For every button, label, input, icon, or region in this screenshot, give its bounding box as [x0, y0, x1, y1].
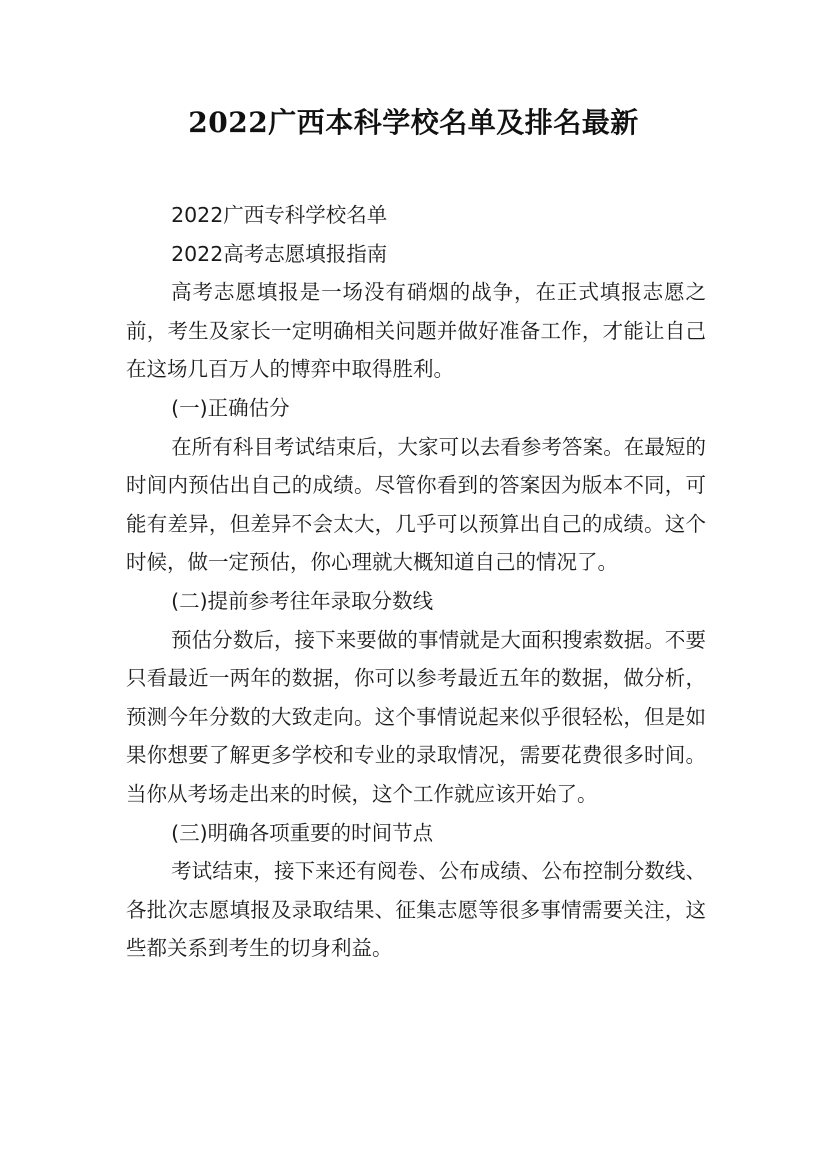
paragraph-subtitle-guide: 2022高考志愿填报指南: [171, 241, 388, 266]
section-heading-3: (三)明确各项重要的时间节点: [171, 820, 434, 845]
paragraph-subtitle-list: 2022广西专科学校名单: [171, 203, 388, 227]
paragraph-section-3: 考试结束，接下来还有阅卷、公布成绩、公布控制分数线、各批次志愿填报及录取结果、征集志愿等很多事情需要关注，这些都关系到考生的切身利益。: [126, 859, 706, 961]
section-heading-1: (一)正确估分: [171, 395, 290, 420]
paragraph-section-1: 在所有科目考试结束后，大家可以去看参考答案。在最短的时间内预估出自己的成绩。尽管你看到的答案因为版本不同，可能有差异，但差异不会太大，几乎可以预算出自己的成绩。这个时候，做一定预估，你心理就大概知道自己的情况了。: [126, 434, 706, 575]
document-title: 2022广西本科学校名单及排名最新: [188, 106, 639, 139]
paragraph-intro: 高考志愿填报是一场没有硝烟的战争，在正式填报志愿之前，考生及家长一定明确相关问题并做好准备工作，才能让自己在这场几百万人的博弈中取得胜利。: [126, 280, 706, 382]
document-body: [126, 196, 706, 968]
section-heading-2: (二)提前参考往年录取分数线: [171, 588, 434, 613]
paragraph-section-2: 预估分数后，接下来要做的事情就是大面积搜索数据。不要只看最近一两年的数据，你可以参考最近五年的数据，做分析，预测今年分数的大致走向。这个事情说起来似乎很轻松，但是如果你想要了解更多学校和专业的录取情况，需要花费很多时间。当你从考场走出来的时候，这个工作就应该开始了。: [126, 627, 706, 806]
